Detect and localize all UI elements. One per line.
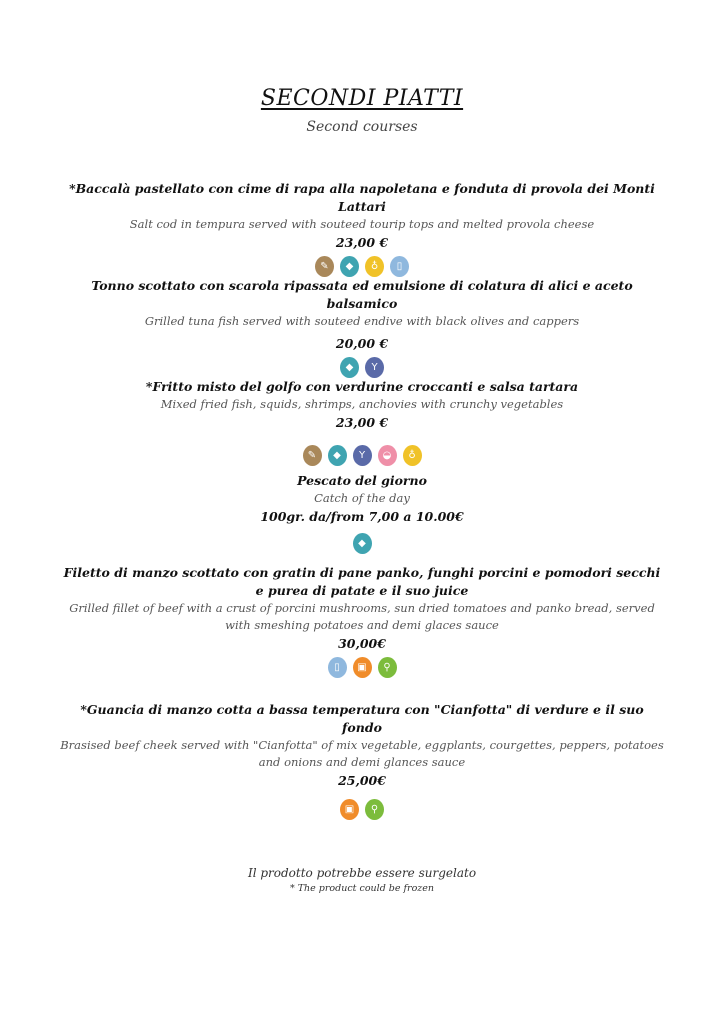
- crustacean-icon: Y: [365, 357, 384, 378]
- allergen-icons: [60, 445, 664, 466]
- section-subtitle: Second courses: [306, 119, 418, 135]
- dish-fritto: [60, 378, 664, 466]
- sulphite-icon: ▣: [340, 799, 359, 820]
- dish-name-it: *Guancia di manzo cotta a bassa temperatura con "Cianfotta" di verdure e il suo fondo: [80, 702, 644, 735]
- mollusc-icon: ◒: [378, 445, 397, 466]
- dish-name-it: Filetto di manzo scottato con gratin di pane panko, funghi porcini e pomodori secchi e purea di patate e il suo juice: [63, 565, 661, 598]
- crustacean-icon: Y: [353, 445, 372, 466]
- frozen-note-it: Il prodotto potrebbe essere surgelato: [247, 866, 477, 880]
- dish-baccala: [60, 180, 664, 277]
- dish-tonno: [60, 277, 664, 378]
- allergen-icons: [60, 657, 664, 678]
- dish-price: 23,00 €: [335, 235, 389, 250]
- dish-name-en: Grilled tuna fish served with souteed endive with black olives and cappers: [144, 314, 580, 328]
- milk-icon: ▯: [390, 256, 409, 277]
- dish-name-en: Grilled fillet of beef with a crust of porcini mushrooms, sun dried tomatoes and panko bread, served with smeshing potatoes and demi glaces sauce: [69, 601, 655, 632]
- allergen-icons: [60, 533, 664, 554]
- milk-icon: ▯: [328, 657, 347, 678]
- celery-icon: ⚲: [378, 657, 397, 678]
- dish-price: 25,00€: [338, 773, 386, 788]
- footer-note: [0, 866, 724, 894]
- frozen-note-en: * The product could be frozen: [289, 883, 435, 894]
- section-title: SECONDI PIATTI: [260, 86, 464, 111]
- gluten-icon: ✎: [315, 256, 334, 277]
- celery-icon: ⚲: [365, 799, 384, 820]
- dish-name-en: Mixed fried fish, squids, shrimps, anchovies with crunchy vegetables: [160, 397, 564, 411]
- fish-icon: ◆: [328, 445, 347, 466]
- egg-icon: ♁: [403, 445, 422, 466]
- dish-price: 30,00€: [338, 636, 386, 651]
- dish-name-it: *Fritto misto del golfo con verdurine croccanti e salsa tartara: [145, 379, 579, 394]
- dish-price: 100gr. da/from 7,00 a 10.00€: [260, 509, 464, 524]
- fish-icon: ◆: [353, 533, 372, 554]
- dish-pescato: [60, 472, 664, 554]
- dish-name-en: Brasised beef cheek served with "Cianfotta" of mix vegetable, eggplants, courgettes, peppers, potatoes and onions and demi glances sauce: [60, 738, 664, 769]
- allergen-icons: [60, 357, 664, 378]
- dish-guancia: [60, 701, 664, 820]
- dish-price: 23,00 €: [335, 415, 389, 430]
- allergen-icons: [60, 799, 664, 820]
- sulphite-icon: ▣: [353, 657, 372, 678]
- dish-filetto: [60, 564, 664, 678]
- dish-name-it: Pescato del giorno: [297, 473, 427, 488]
- gluten-icon: ✎: [303, 445, 322, 466]
- dish-name-it: *Baccalà pastellato con cime di rapa alla napoletana e fonduta di provola dei Monti Lattari: [69, 181, 655, 214]
- dish-name-en: Salt cod in tempura served with souteed tourip tops and melted provola cheese: [129, 217, 595, 231]
- dish-name-it: Tonno scottato con scarola ripassata ed emulsione di colatura di alici e aceto balsamico: [91, 278, 633, 311]
- fish-icon: ◆: [340, 256, 359, 277]
- egg-icon: ♁: [365, 256, 384, 277]
- dish-price: 20,00 €: [335, 336, 389, 351]
- fish-icon: ◆: [340, 357, 359, 378]
- dish-name-en: Catch of the day: [314, 491, 410, 505]
- allergen-icons: [60, 256, 664, 277]
